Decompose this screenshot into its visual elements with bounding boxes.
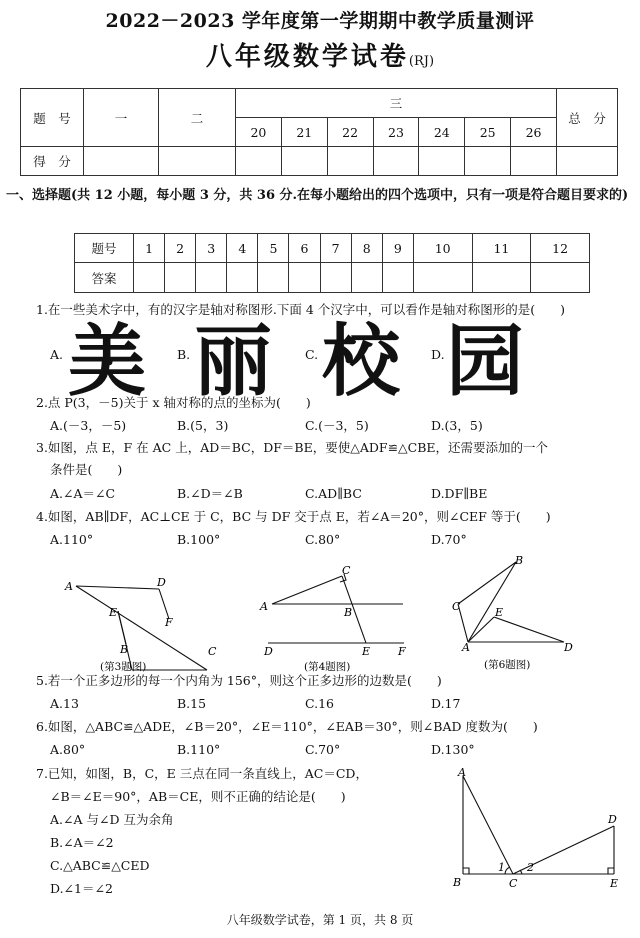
exam-subtitle [0,36,640,73]
q1-char-b: 丽 [194,317,273,407]
q3-option-d: D.DF∥BE [431,486,488,501]
q1-option-b-label: B. [177,347,191,362]
score-sub-col: 20 [236,118,282,147]
q4-stem: 4.如图，AB∥DF，AC⊥CE 于 C，BC 与 DF 交于点 E，若∠A＝20°，则∠CEF 等于( ) [36,509,551,524]
fig3-label-c: C [208,645,217,658]
answer-cell[interactable] [351,263,382,293]
q3-stem: 3.如图，点 E，F 在 AC 上，AD＝BC，DF＝BE，要使△ADF≌△CBE，还需要添加的一个 [36,440,549,455]
q1-char-a: 美 [68,317,147,407]
score-cell[interactable] [465,147,511,176]
fig4-label-c: C [342,564,351,577]
fig7-label-d: D [608,813,617,826]
subtitle-tag: (RJ) [408,54,435,69]
q2-option-c: C.(－3，5) [305,418,369,433]
q4-option-a: A.110° [50,532,94,547]
fig6-label-b: B [515,554,524,567]
q4-option-c: C.80° [305,532,341,547]
q6-option-a: A.80° [50,742,86,757]
q7-stem: 7.已知，如图，B，C，E 三点在同一条直线上，AC＝CD， [36,766,368,781]
fig7-label-e: E [610,877,619,890]
fig4-label-e: E [362,645,371,658]
score-table [20,88,618,176]
figure-q6 [446,552,582,674]
score-table-label: 题 号 [21,89,84,147]
score-cell[interactable] [327,147,373,176]
q7-option-a: A.∠A 与∠D 互为余角 [50,812,174,827]
q4-option-b: B.100° [177,532,221,547]
q5-option-c: C.16 [305,696,334,711]
answer-number: 7 [320,234,351,263]
q4-option-d: D.70° [431,532,467,547]
answer-number: 12 [531,234,590,263]
figure-q4 [256,560,416,674]
answer-cell[interactable] [289,263,320,293]
q3-stem-cont: 条件是( ) [50,462,123,477]
answer-table-header: 题号 [75,234,134,263]
q1-char-c: 校 [322,317,401,407]
answer-number: 1 [134,234,165,263]
score-cell[interactable] [84,147,159,176]
fig7-label-b: B [453,876,462,889]
answer-number: 3 [196,234,227,263]
q6-option-b: B.110° [177,742,221,757]
answer-cell[interactable] [258,263,289,293]
score-cell[interactable] [419,147,465,176]
q5-stem: 5.若一个正多边形的每一个内角为 156°，则这个正多边形的边数是( ) [36,673,442,688]
answer-cell[interactable] [196,263,227,293]
answer-row-label: 答案 [75,263,134,293]
score-sub-col: 26 [511,118,557,147]
score-sub-col: 25 [465,118,511,147]
answer-number: 4 [227,234,258,263]
answer-number: 11 [472,234,531,263]
answer-cell[interactable] [227,263,258,293]
q2-stem: 2.点 P(3，－5)关于 x 轴对称的点的坐标为( ) [36,395,311,410]
exam-title-line: 2022－2023 学年度第一学期期中教学质量测评 [105,10,535,32]
fig3-label-f: F [165,616,173,629]
q1-char-d: 园 [446,317,525,407]
score-cell[interactable] [281,147,327,176]
answer-cell[interactable] [531,263,590,293]
fig4-label-b: B [344,606,353,619]
fig6-label-d: D [564,641,573,654]
answer-cell[interactable] [472,263,531,293]
q3-option-b: B.∠D＝∠B [177,486,243,501]
score-sub-col: 23 [373,118,419,147]
score-total: 总 分 [557,89,618,147]
figure-q7 [450,764,630,894]
q1-stem: 1.在一些美术字中，有的汉字是轴对称图形.下面 4 个汉字中，可以看作是轴对称图形的是( ) [36,302,566,317]
fig6-label-a: A [462,641,470,654]
q1-option-d-label: D. [431,347,445,362]
figure-q3 [60,556,230,674]
fig3-label-a: A [65,580,73,593]
fig7-label-c: C [509,877,518,890]
answer-number: 2 [165,234,196,263]
q2-option-d: D.(3，5) [431,418,483,433]
q2-option-a: A.(－3，－5) [50,418,127,433]
score-cell[interactable] [511,147,557,176]
score-sub-col: 24 [419,118,465,147]
score-cell[interactable] [373,147,419,176]
answer-number: 5 [258,234,289,263]
fig3-label-b: B [120,643,129,656]
fig6-caption: (第6题图) [484,659,531,671]
q1-option-c-label: C. [305,347,319,362]
answer-table [74,233,590,293]
score-cell[interactable] [159,147,236,176]
fig7-angle-1: 1 [498,861,505,874]
q1-option-a-label: A. [50,347,64,362]
fig3-label-e: E [109,606,118,619]
q3-option-a: A.∠A＝∠C [50,486,116,501]
fig3-label-d: D [157,576,166,589]
fig7-label-a: A [458,766,466,779]
q5-option-a: A.13 [50,696,79,711]
answer-cell[interactable] [320,263,351,293]
fig4-label-d: D [264,645,273,658]
answer-cell[interactable] [382,263,413,293]
answer-number: 6 [289,234,320,263]
score-sub-col: 21 [281,118,327,147]
q3-option-c: C.AD∥BC [305,486,362,501]
fig6-label-c: C [452,600,461,613]
fig4-label-a: A [260,600,268,613]
score-col-3: 三 [236,89,557,118]
fig3-caption: (第3题图) [100,661,147,673]
fig7-angle-2: 2 [527,861,534,874]
q2-option-b: B.(5，3) [177,418,229,433]
fig6-label-e: E [495,606,504,619]
q6-stem: 6.如图，△ABC≌△ADE，∠B＝20°，∠E＝110°，∠EAB＝30°，则∠BAD 度数为( ) [36,719,538,734]
q6-option-d: D.130° [431,742,475,757]
q7-option-d: D.∠1＝∠2 [50,881,113,896]
score-col-2: 二 [159,89,236,147]
q5-option-b: B.15 [177,696,207,711]
score-sub-col: 22 [327,118,373,147]
q5-option-d: D.17 [431,696,461,711]
q7-option-c: C.△ABC≌△CED [50,858,150,873]
q7-option-b: B.∠A＝∠2 [50,835,114,850]
answer-cell[interactable] [134,263,165,293]
answer-number: 9 [382,234,413,263]
q6-option-c: C.70° [305,742,341,757]
answer-number: 8 [351,234,382,263]
answer-cell[interactable] [165,263,196,293]
section1-heading: 一、选择题(共 12 小题，每小题 3 分，共 36 分.在每小题给出的四个选项中，只有一项是符合题目要求的) [6,188,629,203]
score-cell[interactable] [557,147,618,176]
fig4-caption: (第4题图) [304,661,351,673]
answer-cell[interactable] [413,263,472,293]
score-row-label: 得 分 [21,147,84,176]
score-cell[interactable] [236,147,282,176]
fig4-label-f: F [398,645,406,658]
answer-number: 10 [413,234,472,263]
score-col-1: 一 [84,89,159,147]
q7-stem-cont: ∠B＝∠E＝90°，AB＝CE，则不正确的结论是( ) [50,789,346,804]
subtitle-text: 八年级数学试卷 [205,42,409,72]
page-footer: 八年级数学试卷，第 1 页，共 8 页 [226,913,414,927]
